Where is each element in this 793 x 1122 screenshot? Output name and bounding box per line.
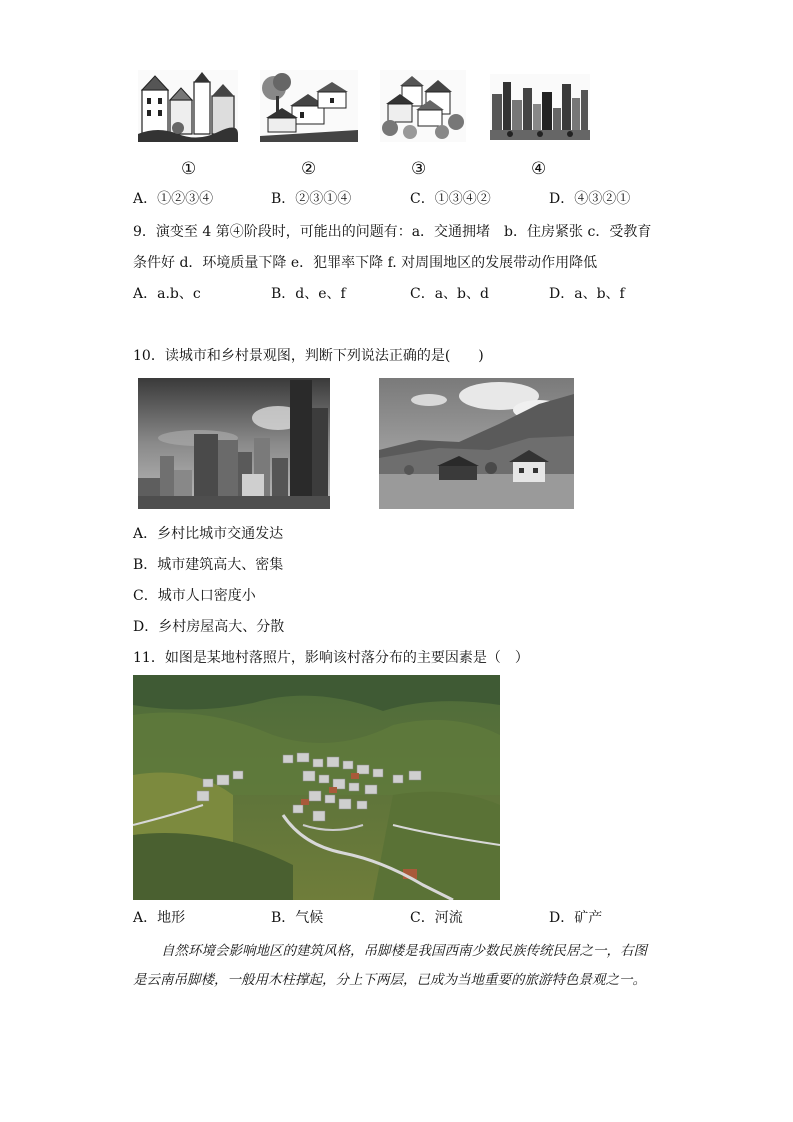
village-sketch-icon <box>260 70 358 142</box>
sketch-1 <box>138 70 238 142</box>
q10-option-d: D．乡村房屋高大、分散 <box>133 619 285 635</box>
q11-option-a: A．地形 <box>133 910 186 926</box>
sketch-label-4: ④ <box>531 159 547 179</box>
houses-sketch-icon <box>380 70 466 142</box>
q10-option-b: B．城市建筑高大、密集 <box>133 557 284 573</box>
q11-option-c: C．河流 <box>410 910 463 926</box>
q9-stem-line2: 条件好 d．环境质量下降 e．犯罪率下降 f. 对周围地区的发展带动作用降低 <box>133 255 598 271</box>
mountain-village-icon <box>379 378 574 509</box>
sketch-4 <box>490 74 590 140</box>
passage-line2: 是云南吊脚楼，一般用木柱撑起，分上下两层，已成为当地重要的旅游特色景观之一。 <box>133 972 646 988</box>
sketch-3 <box>380 70 466 142</box>
q9-option-b: B．d、e、f <box>271 286 346 302</box>
q9-option-a: A．a.b、c <box>133 286 201 302</box>
q10-stem: 10．读城市和乡村景观图，判断下列说法正确的是( ) <box>133 348 484 364</box>
q9-stem-line1: 9．演变至 4 第④阶段时，可能出的问题有：a．交通拥堵 b．住房紧张 c．受教育 <box>133 224 652 240</box>
q10-option-a: A．乡村比城市交通发达 <box>133 526 284 542</box>
town-sketch-icon <box>138 70 238 142</box>
q8-option-d: D．④③②① <box>549 191 631 207</box>
village-aerial-photo <box>133 675 500 900</box>
q9-option-c: C．a、b、d <box>410 286 489 302</box>
q8-option-a: A．①②③④ <box>133 191 214 207</box>
passage-line1: 自然环境会影响地区的建筑风格，吊脚楼是我国西南少数民族传统民居之一，右图 <box>161 943 647 959</box>
city-skyline-icon <box>138 378 330 509</box>
skyline-sketch-icon <box>490 74 590 140</box>
village-photo <box>379 378 574 509</box>
q11-option-d: D．矿产 <box>549 910 603 926</box>
aerial-village-icon <box>133 675 500 900</box>
sketch-2 <box>260 70 358 142</box>
sketch-label-2: ② <box>301 159 317 179</box>
q11-option-b: B．气候 <box>271 910 324 926</box>
city-photo <box>138 378 330 509</box>
q10-option-c: C．城市人口密度小 <box>133 588 256 604</box>
q8-option-c: C．①③④② <box>410 191 491 207</box>
q9-option-d: D．a、b、f <box>549 286 625 302</box>
sketch-label-1: ① <box>181 159 197 179</box>
sketch-label-3: ③ <box>411 159 427 179</box>
q11-stem: 11．如图是某地村落照片，影响该村落分布的主要因素是（ ） <box>133 650 529 666</box>
q8-option-b: B．②③①④ <box>271 191 352 207</box>
